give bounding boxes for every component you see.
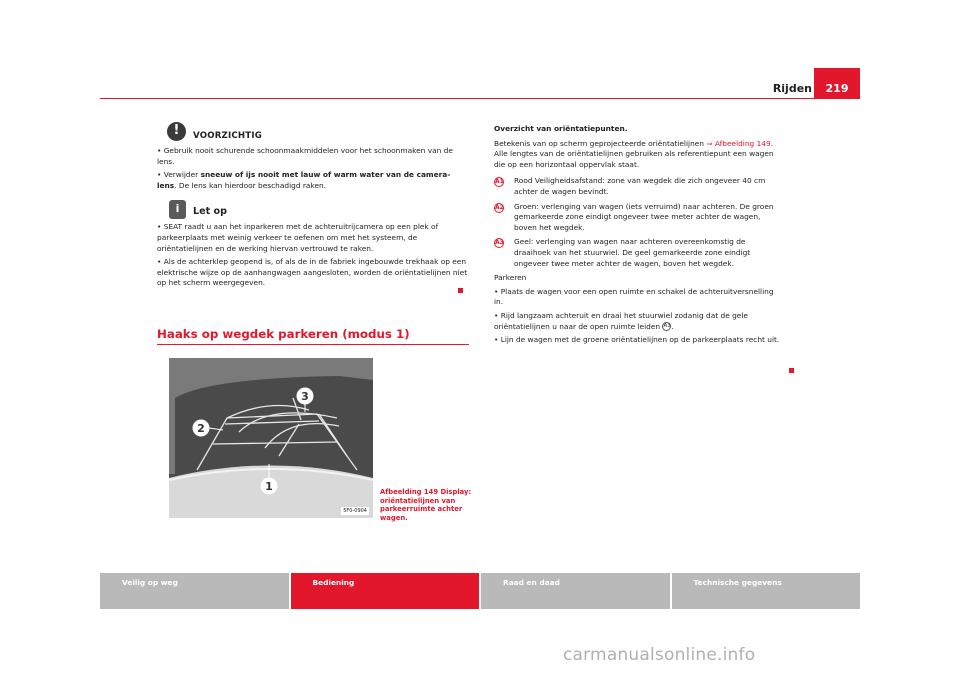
watermark: carmanualsonline.info [563,645,756,665]
footer-nav [100,573,860,609]
note-heading [169,199,469,219]
parkeren-bullet-1: • Plaats de wagen voor een open ruimte en schakel de achteruitversnelling in. [494,286,774,307]
exclamation-icon: ! [167,122,186,141]
callout-2-label: 2 [197,422,205,435]
figure-caption: Afbeelding 149 Display: oriëntatielijnen van parkeerruimte achter wagen. [380,488,472,522]
item-text: Rood Veiligheidsafstand: zone van wegdek die zich ongeveer 40 cm achter de wagen bevindt. [514,176,766,196]
section-title: Haaks op wegdek parkeren (modus 1) [157,327,410,341]
item-number-badge: A1 [495,178,504,186]
overview-intro: Betekenis van op scherm geprojecteerde oriëntatielijnen ⇒ Afbeelding 149. Alle lengtes van de oriëntatielijnen gebruiken als referentiepunt een wagen die op een horizontaal oppervlak staat. [494,138,774,169]
footer-tab-raad-en-daad[interactable]: Raad en daad [481,573,670,609]
item-number-badge: A2 [495,203,504,211]
warning-title: VOORZICHTIG [193,130,262,141]
note-bullet-1: • SEAT raadt u aan het inparkeren met de achteruitrijcamera op een plek of parkeerplaats met weinig verkeer te oefenen om met het systeem, de oriëntatielijnen en de werking hiervan vertrouwd te raken. [157,222,439,253]
note-title: Let op [193,206,228,218]
inline-number-badge: A3 [663,323,671,329]
overview-title: Overzicht van oriëntatiepunten. [494,124,628,133]
parkeren-title: Parkeren [494,273,527,283]
right-column [494,124,780,349]
warning-bullet-1: • Gebruik nooit schurende schoonmaakmiddelen voor het schoonmaken van de lens. [157,146,453,166]
parkeren-bullet-3: • Lijn de wagen met de groene oriëntatielijnen op de parkeerplaats recht uit. [494,335,780,345]
footer-tab-bediening[interactable]: Bediening [291,573,480,609]
list-item [494,237,780,269]
page-number: 219 [814,68,860,99]
note-icon: i [169,200,186,219]
page-header-title: Rijden [772,82,812,95]
section-end-marker [458,288,463,293]
footer-tab-technische-gegevens[interactable]: Technische gegevens [672,573,861,609]
section-end-marker [789,368,794,373]
header-divider [100,98,860,99]
item-text: Groen: verlenging van wagen (iets verruimd) naar achteren. De groen gemarkeerde zone eindigt ongeveer twee meter achter de wagen, boven het wegdek. [514,201,774,232]
item-text: Geel: verlenging van wagen naar achteren overeenkomstig de draaihoek van het stuurwiel. De geel gemarkeerde zone eindigt ongeveer twee meter achter de wagen, boven het wegdek. [514,237,751,268]
left-column [157,124,469,292]
warning-heading [167,124,469,142]
figure-code: 5F0-0904 [343,508,367,514]
parkeren-bullet-2: • Rijd langzaam achteruit en draai het stuurwiel zodanig dat de gele oriëntatielijnen u naar de open ruimte leiden A3. [494,310,748,331]
note-bullet-2: • Als de achterklep geopend is, of als de in de fabriek ingebouwde trekhaak op een elektrische wijze op de aanhangwagen aangesloten, worden de oriëntatielijnen niet op het scherm weergegeven. [157,257,468,288]
section-divider [157,344,469,345]
list-item [494,202,780,234]
warning-bullet-2: • Verwijder sneeuw of ijs nooit met lauw of warm water van de camera-lens. De lens kan hierdoor beschadigd raken. [157,170,451,190]
camera-display-figure [169,358,373,518]
list-item [494,176,780,197]
camera-display-illustration [169,358,373,518]
callout-1-label: 1 [265,480,273,493]
figure-reference-link[interactable]: ⇒ Afbeelding 149 [706,138,771,148]
callout-3-label: 3 [301,390,309,403]
footer-tab-veilig-op-weg[interactable]: Veilig op weg [100,573,289,609]
item-number-badge: A3 [495,239,504,247]
